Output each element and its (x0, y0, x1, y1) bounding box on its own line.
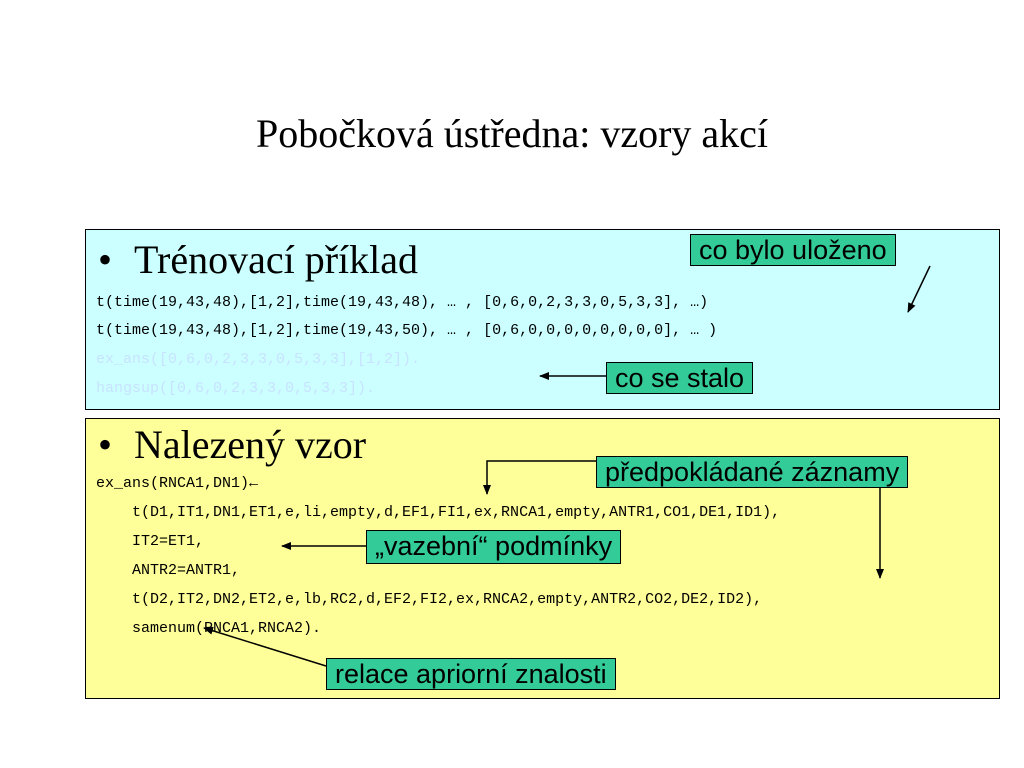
arrow-expected-left (487, 461, 596, 494)
pattern-heading-text: Nalezený vzor (134, 422, 367, 467)
pattern-line-6: samenum(RNCA1,RNCA2). (132, 620, 322, 637)
training-line-4: hangsup([0,6,0,2,3,3,0,5,3,3]). (96, 380, 376, 397)
arrow-stored (908, 266, 930, 312)
pattern-line-4: ANTR2=ANTR1, (132, 562, 241, 579)
slide-title: Pobočková ústředna: vzory akcí (255, 111, 769, 156)
bullet: • (98, 422, 113, 467)
pattern-line-5: t(D2,IT2,DN2,ET2,e,lb,RC2,d,EF2,FI2,ex,RNCA2,empty,ANTR2,CO2,DE2,ID2), (132, 591, 763, 608)
training-heading-text: Trénovací příklad (134, 237, 419, 282)
callout-happened: co se stalo (606, 362, 753, 394)
bullet: • (98, 237, 113, 282)
callout-binding-conditions: „vazební“ podmínky (366, 530, 621, 564)
arrow-prior-knowledge (204, 628, 326, 666)
callout-prior-knowledge: relace apriorní znalosti (326, 658, 616, 690)
training-line-3: ex_ans([0,6,0,2,3,3,0,5,3,3],[1,2]). (96, 351, 421, 368)
training-line-2: t(time(19,43,48),[1,2],time(19,43,50), … , [0,6,0,0,0,0,0,0,0,0], … ) (96, 322, 718, 339)
callout-stored: co bylo uloženo (690, 234, 896, 266)
callout-expected-records: předpokládané záznamy (596, 456, 908, 488)
pattern-line-2: t(D1,IT1,DN1,ET1,e,li,empty,d,EF1,FI1,ex,RNCA1,empty,ANTR1,CO1,DE1,ID1), (132, 504, 781, 521)
pattern-line-3: IT2=ET1, (132, 533, 205, 550)
training-line-1: t(time(19,43,48),[1,2],time(19,43,48), … , [0,6,0,2,3,3,0,5,3,3], …) (96, 294, 709, 311)
pattern-line-1: ex_ans(RNCA1,DN1)← (96, 475, 259, 492)
